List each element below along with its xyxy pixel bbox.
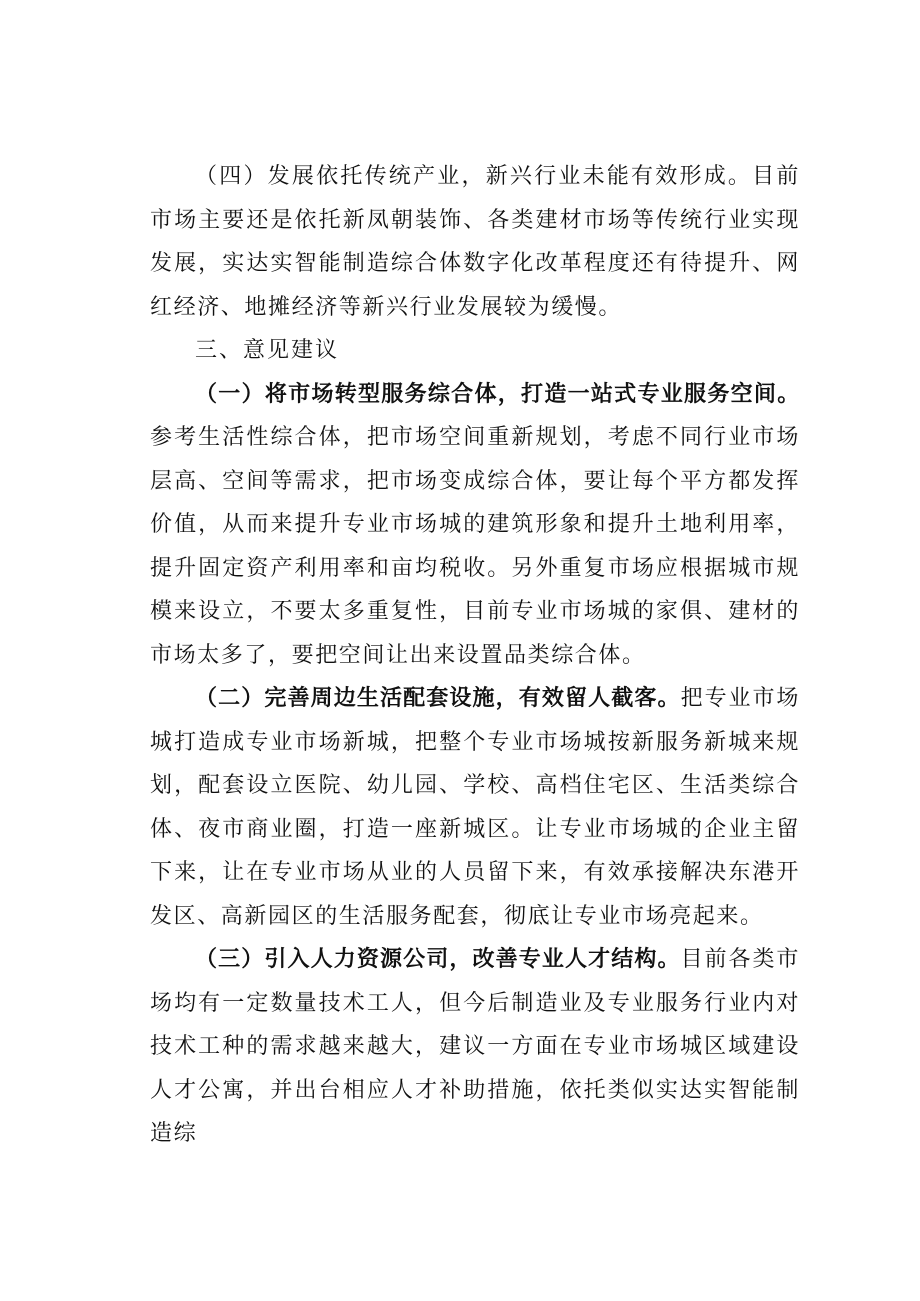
suggestion-one-lead: （一）将市场转型服务综合体，打造一站式专业服务空间。: [195, 381, 800, 407]
suggestion-two-text: 把专业市场城打造成专业市场新城，把整个专业市场城按新服务新城来规划，配套设立医院、幼儿园、学校、高档住宅区、生活类综合体、夜市商业圈，打造一座新城区。让专业市场城的企业主留下来，让在专业市场从业的人员留下来，有效承接解决东港开发区、高新园区的生活服务配套，彻底让专业市场亮起来。: [150, 686, 800, 929]
paragraph-suggestion-three: [150, 938, 800, 1156]
paragraph-suggestion-two: [150, 677, 800, 938]
paragraph-four: [150, 155, 800, 329]
section-heading: 三、意见建议: [195, 338, 340, 363]
paragraph-four-text: （四）发展依托传统产业，新兴行业未能有效形成。目前市场主要还是依托新凤朝装饰、各类建材市场等传统行业实现发展，实达实智能制造综合体数字化改革程度还有待提升、网红经济、地摊经济等新兴行业发展较为缓慢。: [150, 164, 800, 320]
suggestion-three-text: 目前各类市场均有一定数量技术工人，但今后制造业及专业服务行业内对技术工种的需求越来越大，建议一方面在专业市场城区域建设人才公寓，并出台相应人才补助措施，依托类似实达实智能制造综: [150, 947, 800, 1146]
suggestion-one-text: 参考生活性综合体，把市场空间重新规划，考虑不同行业市场层高、空间等需求，把市场变成综合体，要让每个平方都发挥价值，从而来提升专业市场城的建筑形象和提升土地利用率，提升固定资产利用率和亩均税收。另外重复市场应根据城市规模来设立，不要太多重复性，目前专业市场城的家俱、建材的市场太多了，要把空间让出来设置品类综合体。: [150, 425, 800, 668]
document-body: [150, 155, 800, 1156]
suggestion-three-lead: （三）引入人力资源公司，改善专业人才结构。: [195, 947, 681, 972]
suggestion-two-lead: （二）完善周边生活配套设施，有效留人截客。: [195, 686, 681, 711]
paragraph-suggestion-one: [150, 373, 800, 678]
